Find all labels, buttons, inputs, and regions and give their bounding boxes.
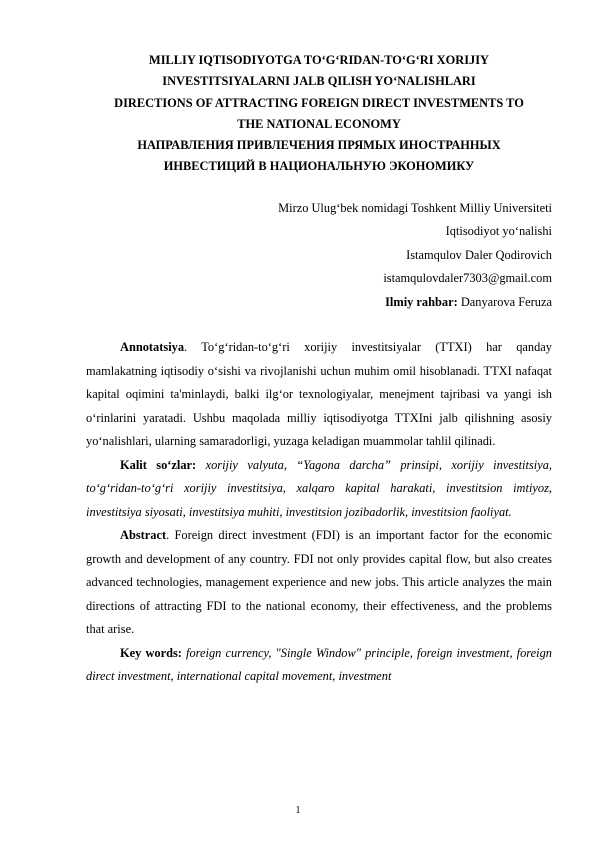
title-en-line-2: THE NATIONAL ECONOMY <box>237 116 401 131</box>
supervisor-label: Ilmiy rahbar: <box>385 294 458 309</box>
title-uz-line-2: INVESTITSIYALARNI JALB QILISH YO‘NALISHLARI <box>162 74 476 89</box>
keywords-uz-paragraph <box>86 454 552 525</box>
keywords-uz-text: xorijiy valyuta, “Yagona darcha” prinsipi, xorijiy investitsiya, to‘g‘ridan-to‘g‘ri xorijiy investitsiya, xalqaro kapital harakati, investitsion imtiyoz, investitsiya siyosati, investitsiya muhiti, investitsion jozibadorlik, investitsion faoliyat. <box>86 457 552 519</box>
abstract-paragraph <box>86 524 552 642</box>
author-block <box>86 197 552 315</box>
author-name: Istamqulov Daler Qodirovich <box>406 247 552 262</box>
keywords-en-text: foreign currency, "Single Window" principle, foreign investment, foreign direct investment, international capital movement, investment <box>86 645 552 684</box>
university: Mirzo Ulug‘bek nomidagi Toshkent Milliy Universiteti <box>278 200 552 215</box>
author-email: istamqulovdaler7303@gmail.com <box>383 271 552 286</box>
keywords-en-label: Key words: <box>120 645 182 660</box>
title-en-line-1: DIRECTIONS OF ATTRACTING FOREIGN DIRECT INVESTMENTS TO <box>114 95 524 110</box>
faculty: Iqtisodiyot yo‘nalishi <box>445 224 552 239</box>
annotation-text: . To‘g‘ridan-to‘g‘ri xorijiy investitsiyalar (TTXI) har qanday mamlakatning iqtisodiy o‘sishi va rivojlanishi uchun muhim omil hisoblanadi. TTXI nafaqat kapital oqimini ta'minlaydi, balki ilg‘or texnologiyalar, menejment tajribasi va yangi ish o‘rinlarini yaratadi. Ushbu maqolada milliy iqtisodiyotga TTXIni jalb qilishning asosiy yo‘nalishlari, ularning samaradorligi, yuzaga keladigan muammolar tahlil qilinadi. <box>86 340 552 449</box>
keywords-uz-label: Kalit so‘zlar: <box>120 457 197 472</box>
title-uz-line-1: MILLIY IQTISODIYOTGA TO‘G‘RIDAN-TO‘G‘RI XORIJIY <box>149 53 489 67</box>
title-ru-line-1: НАПРАВЛЕНИЯ ПРИВЛЕЧЕНИЯ ПРЯМЫХ ИНОСТРАННЫХ <box>137 138 501 153</box>
supervisor-name: Danyarova Feruza <box>457 294 552 309</box>
supervisor-line <box>86 291 552 315</box>
keywords-en-paragraph <box>86 642 552 689</box>
annotation-paragraph <box>86 336 552 454</box>
title-ru-line-2: ИНВЕСТИЦИЙ В НАЦИОНАЛЬНУЮ ЭКОНОМИКУ <box>163 159 475 174</box>
page-number: 1 <box>295 805 301 816</box>
title-russian <box>86 135 552 178</box>
abstract-text: . Foreign direct investment (FDI) is an important factor for the economic growth and development of any country. FDI not only provides capital flow, but also creates advanced technologies, management experience and new jobs. This article analyzes the main directions of attracting FDI to the national economy, their effectiveness, and the problems that arise. <box>86 528 552 637</box>
title-uzbek <box>86 50 552 93</box>
annotation-label: Annotatsiya <box>120 340 185 355</box>
title-english <box>86 93 552 136</box>
spacer <box>86 314 552 336</box>
abstract-label: Abstract <box>120 528 167 543</box>
page-content <box>86 50 552 689</box>
